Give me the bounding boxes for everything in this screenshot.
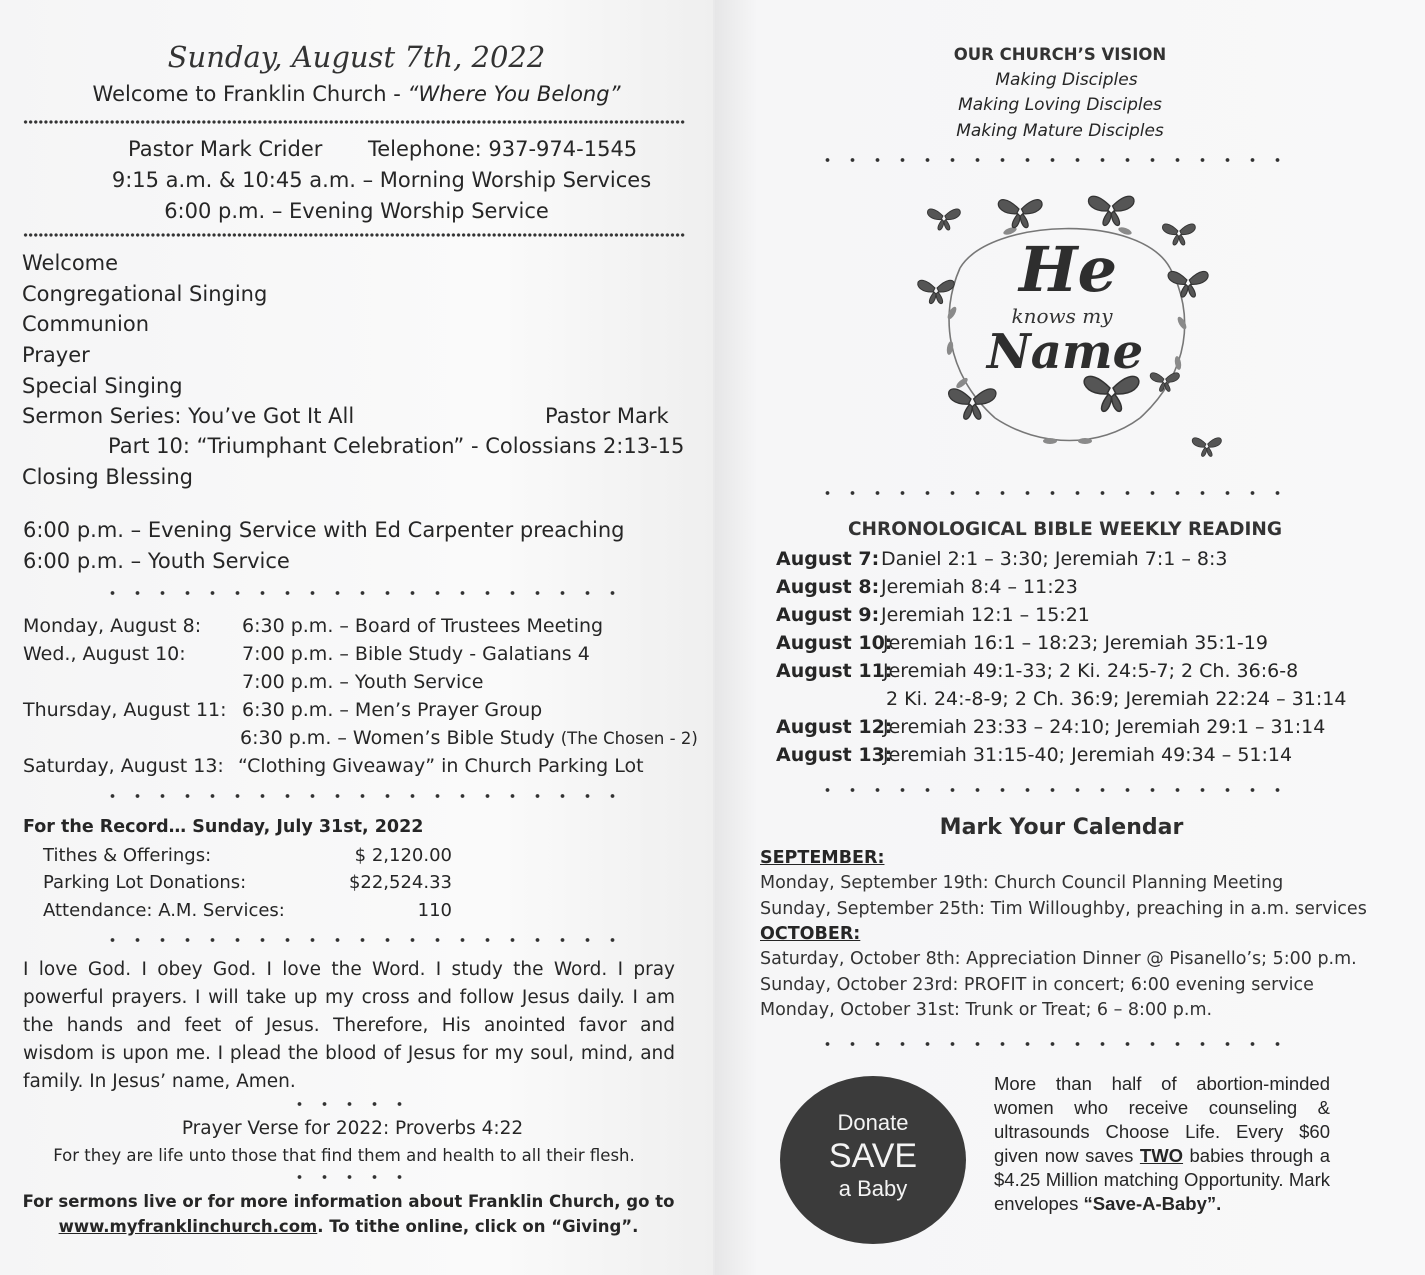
- divider-dots: [815, 155, 1290, 165]
- schedule-day: Saturday, August 13:: [23, 755, 224, 777]
- record-value: $22,524.33: [348, 872, 452, 893]
- reading-date: August 11:: [776, 660, 893, 682]
- graphic-word-he: He: [1018, 233, 1118, 306]
- reading-date: August 7:: [776, 548, 880, 570]
- schedule-event: 7:00 p.m. – Youth Service: [242, 671, 484, 693]
- order-prayer: Prayer: [22, 343, 90, 367]
- save-text-envelope: “Save-A-Baby”.: [1083, 1193, 1222, 1214]
- schedule-event: 6:30 p.m. – Board of Trustees Meeting: [242, 615, 604, 637]
- reading-date: August 8:: [776, 576, 880, 598]
- vision-line: Making Disciples: [995, 70, 1138, 90]
- reading-text: Jeremiah 31:15-40; Jeremiah 49:34 – 51:14: [883, 744, 1293, 766]
- reading-text: Jeremiah 8:4 – 11:23: [881, 576, 1078, 598]
- divider-dots: [23, 118, 685, 126]
- schedule-day: Wed., August 10:: [23, 643, 186, 665]
- schedule-day: Monday, August 8:: [23, 615, 202, 637]
- footer-tithe-text: . To tithe online, click on “Giving”.: [317, 1217, 639, 1236]
- reading-date: August 13:: [776, 744, 893, 766]
- record-label: Attendance: A.M. Services:: [43, 900, 285, 921]
- calendar-event: Sunday, September 25th: Tim Willoughby, preaching in a.m. services: [760, 899, 1367, 919]
- calendar-event: Monday, September 19th: Church Council Planning Meeting: [760, 873, 1284, 893]
- divider-dots: [23, 231, 685, 239]
- vision-line: Making Mature Disciples: [956, 121, 1164, 141]
- calendar-event: Saturday, October 8th: Appreciation Dinner @ Pisanello’s; 5:00 p.m.: [760, 949, 1357, 969]
- divider-dots: [100, 935, 625, 945]
- reading-date: August 10:: [776, 632, 893, 654]
- reading-date: August 9:: [776, 604, 880, 626]
- telephone: Telephone: 937-974-1545: [368, 137, 638, 161]
- divider-dots: [100, 791, 625, 801]
- september-heading: SEPTEMBER:: [760, 848, 885, 868]
- divider-dots: [815, 785, 1290, 795]
- vision-line: Making Loving Disciples: [958, 95, 1162, 115]
- pastor-name: Pastor Mark Crider: [128, 137, 323, 161]
- prayer-verse-heading: Prayer Verse for 2022: Proverbs 4:22: [181, 1118, 524, 1139]
- vision-title: OUR CHURCH’S VISION: [953, 45, 1167, 64]
- evening-service-preacher: 6:00 p.m. – Evening Service with Ed Carpenter preaching: [23, 518, 625, 542]
- divider-dots: [815, 1039, 1290, 1049]
- footer-info: For sermons live or for more information about Franklin Church, go to: [22, 1192, 675, 1211]
- reading-text: Jeremiah 16:1 – 18:23; Jeremiah 35:1-19: [883, 632, 1268, 654]
- date-title: Sunday, August 7th, 2022: [167, 40, 546, 74]
- record-title: For the Record… Sunday, July 31st, 2022: [23, 817, 424, 837]
- sermon-series: Sermon Series: You’ve Got It All: [22, 404, 355, 428]
- reading-text: Jeremiah 49:1-33; 2 Ki. 24:5-7; 2 Ch. 36:6-8: [883, 660, 1299, 682]
- sermon-part: Part 10: “Triumphant Celebration” - Colossians 2:13-15: [108, 434, 685, 458]
- schedule-day: Thursday, August 11:: [23, 699, 227, 721]
- record-value: 110: [417, 900, 452, 921]
- graphic-word-name: Name: [986, 324, 1144, 380]
- schedule-event: 6:30 p.m. – Men’s Prayer Group: [242, 699, 543, 721]
- butterfly-wreath-graphic: [900, 173, 1230, 473]
- welcome-tagline: “Where You Belong”: [407, 82, 621, 106]
- badge-donate: Donate: [837, 1110, 909, 1135]
- save-text-part: babies through a $4.25 Million matching Opportunity. Mark envelopes: [994, 1145, 1330, 1214]
- save-a-baby-text: [994, 1072, 1330, 1216]
- calendar-event: Sunday, October 23rd: PROFIT in concert; 6:00 evening service: [760, 975, 1314, 995]
- morning-services: 9:15 a.m. & 10:45 a.m. – Morning Worship Services: [111, 168, 652, 192]
- divider-dots: [815, 488, 1290, 498]
- sermon-speaker: Pastor Mark: [545, 404, 669, 428]
- order-communion: Communion: [22, 312, 150, 336]
- order-special-singing: Special Singing: [22, 374, 183, 398]
- schedule-event-text: 6:30 p.m. – Women’s Bible Study: [240, 727, 555, 749]
- schedule-event: 7:00 p.m. – Bible Study - Galatians 4: [242, 643, 590, 665]
- october-heading: OCTOBER:: [760, 924, 861, 944]
- website-link[interactable]: www.myfranklinchurch.com: [58, 1217, 318, 1236]
- calendar-event: Monday, October 31st: Trunk or Treat; 6 – 8:00 p.m.: [760, 1000, 1213, 1020]
- schedule-event: [240, 727, 698, 749]
- reading-title: CHRONOLOGICAL BIBLE WEEKLY READING: [847, 519, 1283, 540]
- schedule-event: “Clothing Giveaway” in Church Parking Lot: [238, 755, 644, 777]
- reading-text: Jeremiah 23:33 – 24:10; Jeremiah 29:1 – 31:14: [883, 716, 1326, 738]
- order-singing: Congregational Singing: [22, 282, 268, 306]
- schedule-event-note: (The Chosen - 2): [560, 729, 698, 748]
- graphic-words-knows-my: knows my: [1011, 304, 1113, 328]
- divider-dots: [100, 588, 625, 598]
- prayer-paragraph: I love God. I obey God. I love the Word. I study the Word. I pray powerful prayers. I will take up my cross and follow Jesus daily. I am the hands and feet of Jesus. Therefore, His anointed favor and wisdom is upon me. I plead the blood of Jesus for my soul, mind, and family. In Jesus’ name, Amen.: [23, 959, 675, 1092]
- divider-dots: [287, 1172, 412, 1182]
- reading-date: August 12:: [776, 716, 893, 738]
- reading-text: Jeremiah 12:1 – 15:21: [881, 604, 1090, 626]
- save-text-part: More than half of abortion-minded women who receive counseling & ultrasounds Choose Life. Every $60 given now saves: [994, 1073, 1330, 1166]
- donate-save-a-baby-badge: [780, 1076, 966, 1244]
- record-label: Tithes & Offerings:: [43, 845, 212, 866]
- badge-save: SAVE: [828, 1137, 918, 1175]
- welcome-text: Welcome to Franklin Church -: [92, 82, 408, 106]
- reading-text: 2 Ki. 24:-8-9; 2 Ch. 36:9; Jeremiah 22:24 – 31:14: [886, 688, 1347, 710]
- evening-service-time: 6:00 p.m. – Evening Worship Service: [164, 199, 549, 223]
- footer-tithe: [0, 1217, 697, 1236]
- save-text-two: TWO: [1139, 1145, 1184, 1166]
- prayer-verse-text: For they are life unto those that find them and health to all their flesh.: [53, 1146, 635, 1165]
- calendar-title: Mark Your Calendar: [939, 815, 1184, 840]
- reading-text: Daniel 2:1 – 3:30; Jeremiah 7:1 – 8:3: [881, 548, 1228, 570]
- youth-service: 6:00 p.m. – Youth Service: [23, 549, 290, 573]
- divider-dots: [287, 1099, 412, 1109]
- record-label: Parking Lot Donations:: [43, 872, 247, 893]
- closing-blessing: Closing Blessing: [22, 465, 193, 489]
- record-value: $ 2,120.00: [354, 845, 452, 866]
- welcome-line: [0, 82, 713, 106]
- order-welcome: Welcome: [22, 251, 119, 275]
- badge-a-baby: a Baby: [838, 1176, 908, 1201]
